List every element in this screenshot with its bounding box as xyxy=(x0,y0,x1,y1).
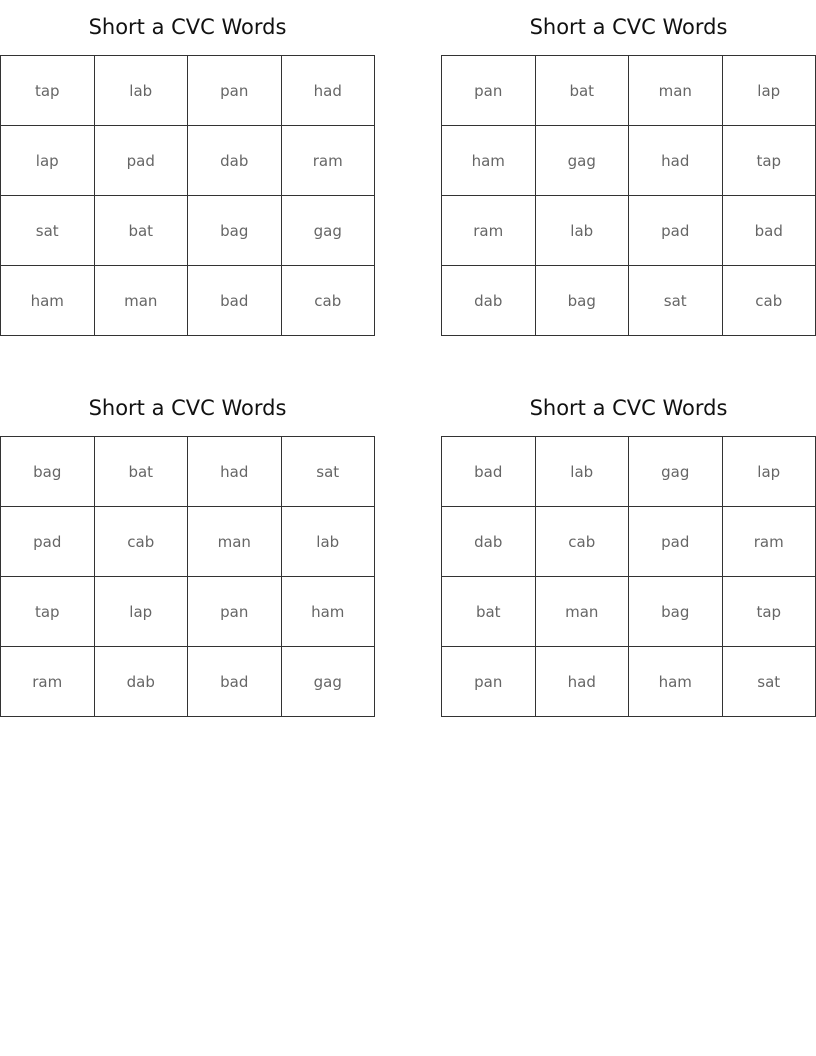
bingo-card-2 xyxy=(441,10,816,336)
word-cell: man xyxy=(188,507,282,577)
word-cell: sat xyxy=(629,266,723,336)
word-cell: gag xyxy=(282,196,376,266)
word-cell: ram xyxy=(723,507,816,577)
word-cell: had xyxy=(536,647,630,717)
word-cell: lap xyxy=(723,437,816,507)
word-cell: bag xyxy=(629,577,723,647)
word-cell: sat xyxy=(1,196,95,266)
word-cell: bad xyxy=(188,266,282,336)
word-cell: had xyxy=(629,126,723,196)
word-cell: gag xyxy=(282,647,376,717)
card-title: Short a CVC Words xyxy=(88,396,287,420)
word-cell: dab xyxy=(95,647,189,717)
word-cell: man xyxy=(95,266,189,336)
word-cell: cab xyxy=(723,266,816,336)
word-cell: had xyxy=(188,437,282,507)
word-cell: tap xyxy=(1,56,95,126)
bingo-card-1 xyxy=(0,10,375,336)
card-title: Short a CVC Words xyxy=(88,15,287,39)
word-cell: lab xyxy=(536,196,630,266)
word-cell: bad xyxy=(442,437,536,507)
word-cell: pad xyxy=(1,507,95,577)
word-cell: bag xyxy=(188,196,282,266)
word-cell: pan xyxy=(442,56,536,126)
word-cell: ham xyxy=(1,266,95,336)
word-cell: man xyxy=(629,56,723,126)
word-cell: bag xyxy=(1,437,95,507)
word-cell: lap xyxy=(723,56,816,126)
word-cell: cab xyxy=(282,266,376,336)
bingo-card-3 xyxy=(0,391,375,717)
word-grid xyxy=(0,55,375,336)
word-cell: man xyxy=(536,577,630,647)
word-grid xyxy=(441,55,816,336)
word-cell: cab xyxy=(95,507,189,577)
word-cell: pan xyxy=(442,647,536,717)
word-grid xyxy=(441,436,816,717)
word-cell: bag xyxy=(536,266,630,336)
word-cell: ram xyxy=(442,196,536,266)
word-cell: ham xyxy=(282,577,376,647)
word-cell: bat xyxy=(95,437,189,507)
word-cell: ham xyxy=(629,647,723,717)
card-title: Short a CVC Words xyxy=(529,15,728,39)
word-cell: bad xyxy=(723,196,816,266)
word-cell: lab xyxy=(282,507,376,577)
word-cell: cab xyxy=(536,507,630,577)
word-cell: ram xyxy=(282,126,376,196)
card-title: Short a CVC Words xyxy=(529,396,728,420)
word-cell: lab xyxy=(536,437,630,507)
word-cell: bad xyxy=(188,647,282,717)
word-cell: tap xyxy=(723,577,816,647)
word-cell: pad xyxy=(629,196,723,266)
word-cell: gag xyxy=(536,126,630,196)
word-cell: had xyxy=(282,56,376,126)
word-cell: pan xyxy=(188,577,282,647)
word-cell: dab xyxy=(188,126,282,196)
word-cell: bat xyxy=(95,196,189,266)
word-cell: ram xyxy=(1,647,95,717)
word-cell: lap xyxy=(95,577,189,647)
bingo-card-4 xyxy=(441,391,816,717)
word-cell: bat xyxy=(442,577,536,647)
word-cell: tap xyxy=(723,126,816,196)
word-cell: lap xyxy=(1,126,95,196)
word-cell: pan xyxy=(188,56,282,126)
word-cell: sat xyxy=(282,437,376,507)
word-cell: dab xyxy=(442,507,536,577)
word-cell: pad xyxy=(95,126,189,196)
word-cell: dab xyxy=(442,266,536,336)
word-cell: tap xyxy=(1,577,95,647)
word-cell: ham xyxy=(442,126,536,196)
word-cell: pad xyxy=(629,507,723,577)
word-grid xyxy=(0,436,375,717)
word-cell: sat xyxy=(723,647,816,717)
word-cell: bat xyxy=(536,56,630,126)
word-cell: lab xyxy=(95,56,189,126)
word-cell: gag xyxy=(629,437,723,507)
